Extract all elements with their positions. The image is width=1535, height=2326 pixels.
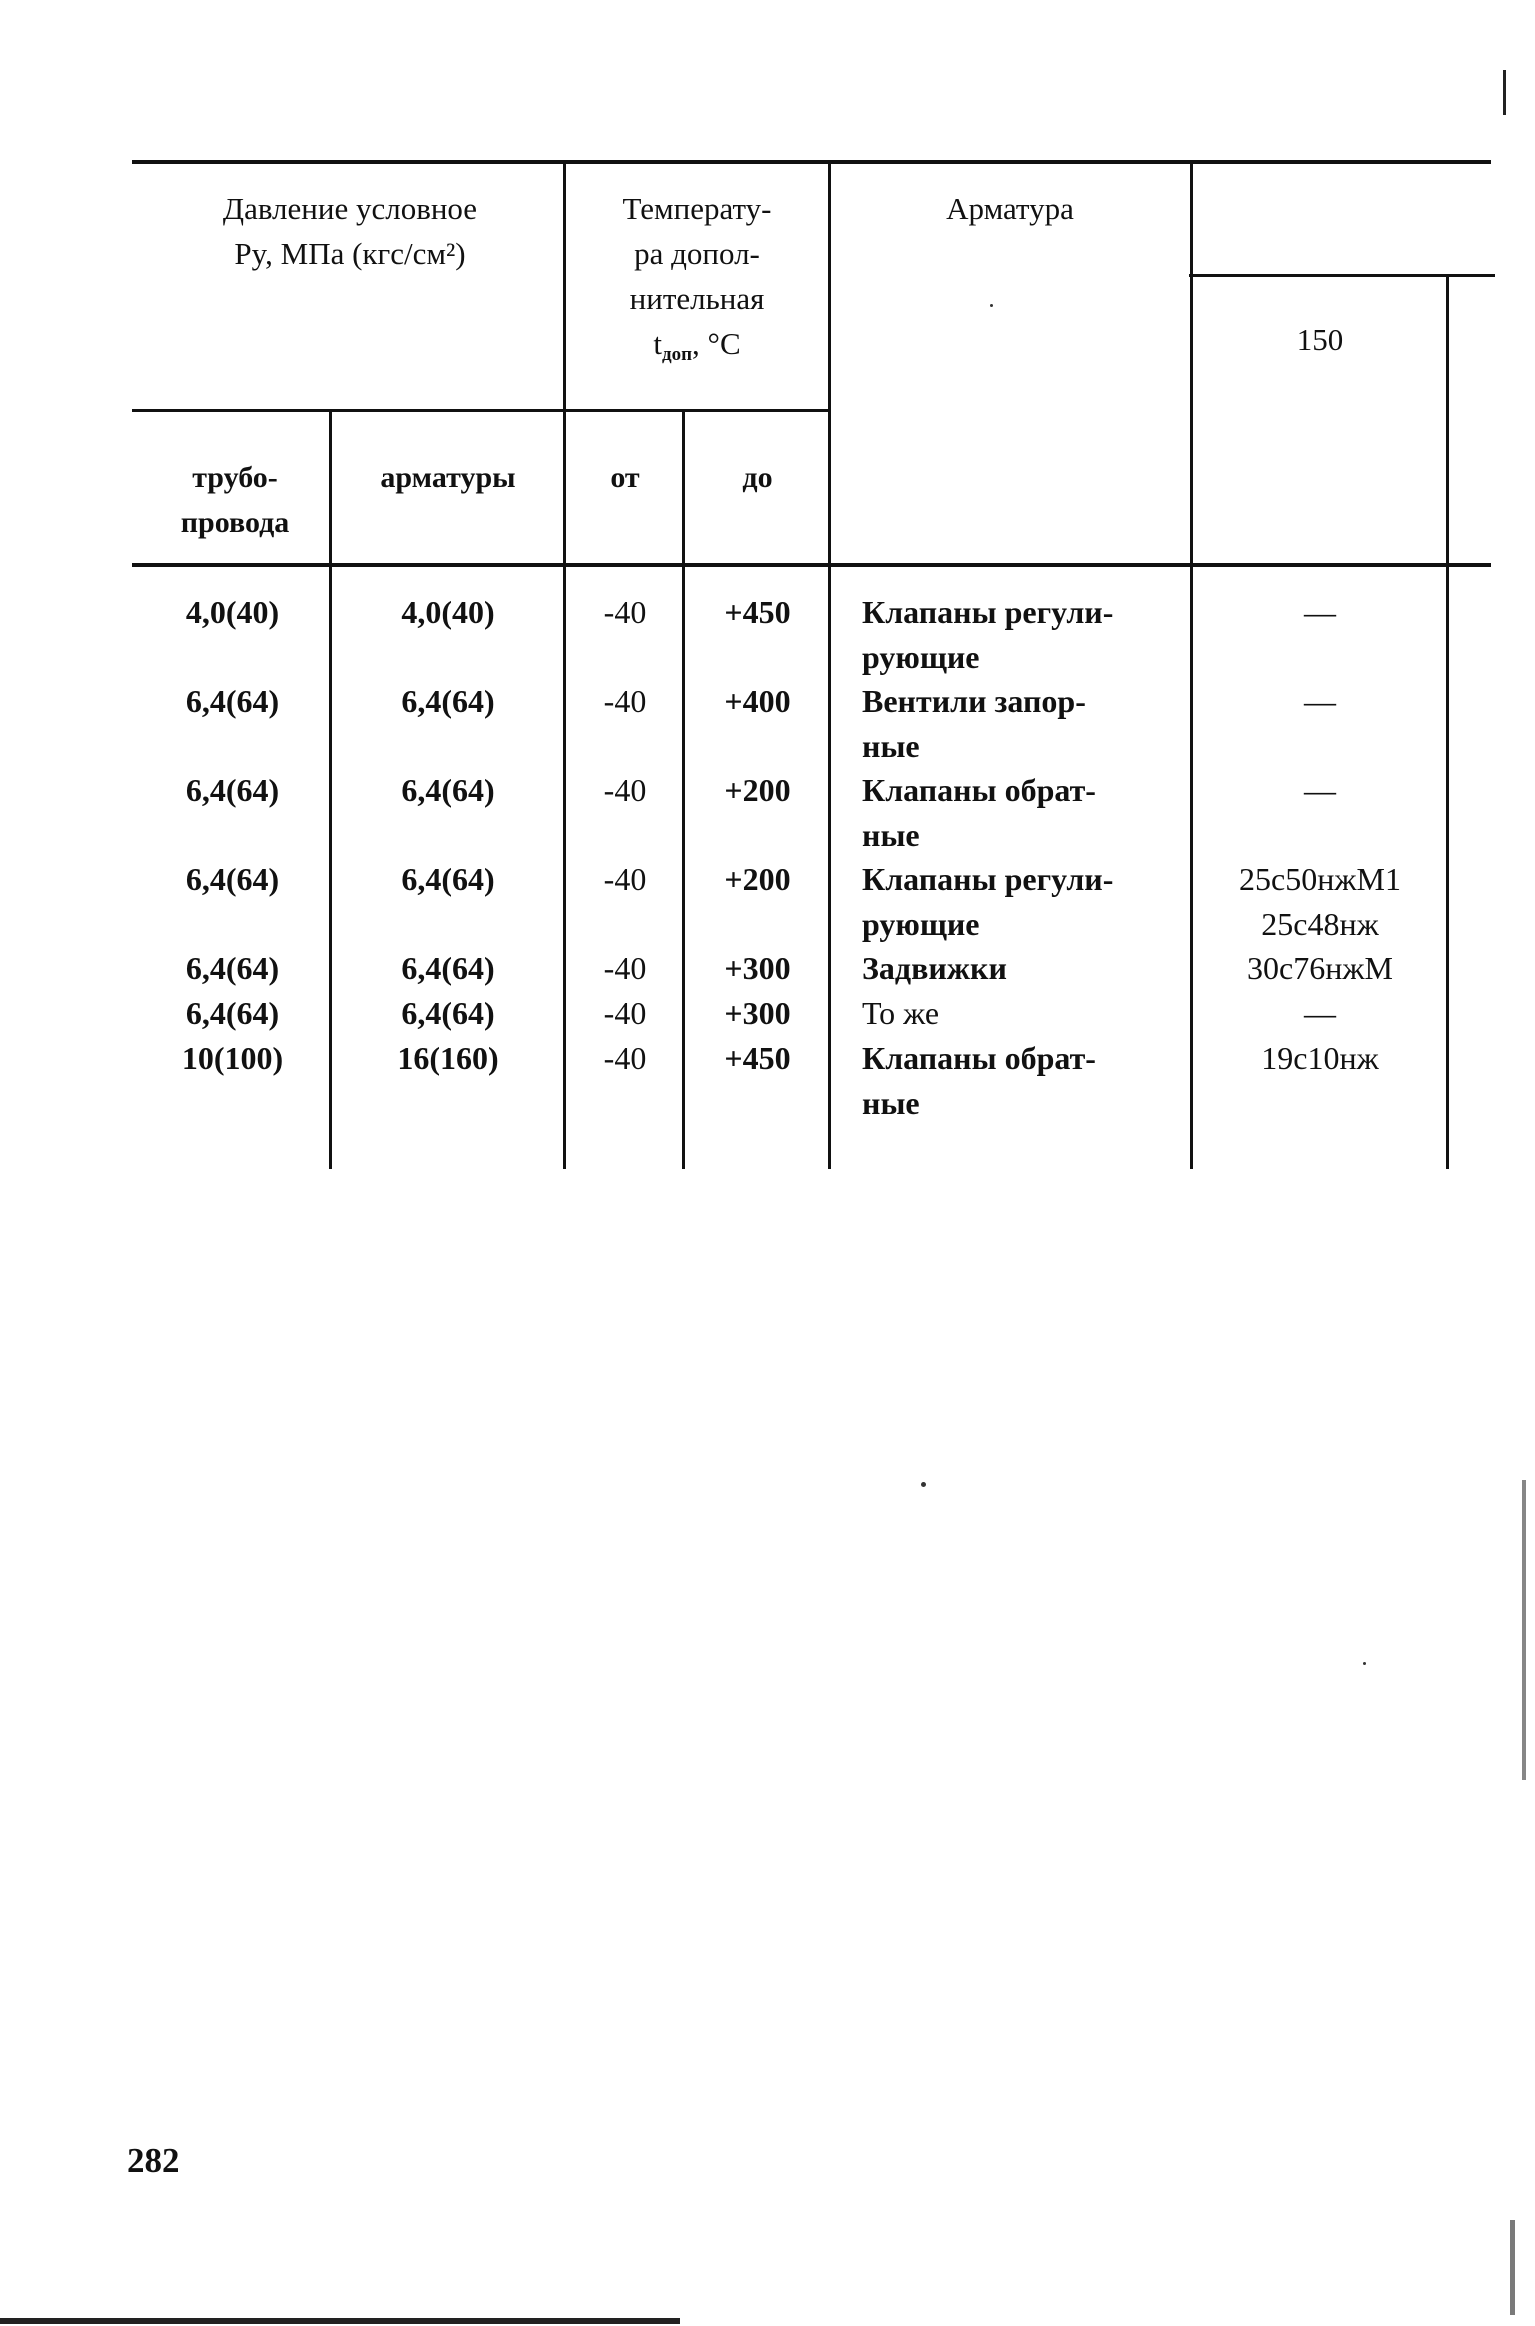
header-subrule-diameter bbox=[1189, 274, 1495, 277]
scan-speck bbox=[1363, 1662, 1366, 1665]
cell-d150: 25с50нжМ1 25с48нж bbox=[1239, 861, 1401, 942]
cell-pipeline: 6,4(64) bbox=[185, 861, 280, 897]
scan-speck bbox=[990, 304, 993, 307]
cell-d150: 19с10нж bbox=[1261, 1040, 1379, 1076]
cell-temp-to: +200 bbox=[724, 861, 791, 897]
temperature-symbol: t bbox=[653, 326, 662, 361]
cell-fittings-pressure: 4,0(40) bbox=[401, 594, 495, 630]
header-temp-from: от bbox=[610, 461, 640, 494]
cell-fittings: Задвижки bbox=[862, 950, 1007, 986]
cell-fittings-pressure: 16(160) bbox=[397, 1040, 499, 1076]
cell-d150: — bbox=[1304, 995, 1336, 1031]
header-fittings-pressure: арматуры bbox=[380, 461, 516, 494]
cell-temp-to: +300 bbox=[724, 950, 791, 986]
cell-temp-from: -40 bbox=[603, 995, 647, 1031]
cell-temp-from: -40 bbox=[603, 772, 647, 808]
cell-d150: — bbox=[1304, 772, 1336, 808]
header-pipeline: трубо- провода bbox=[180, 461, 290, 539]
cell-fittings-pressure: 6,4(64) bbox=[401, 861, 495, 897]
cell-fittings: То же bbox=[862, 995, 940, 1031]
cell-temp-to: +450 bbox=[724, 594, 791, 630]
cell-fittings: Клапаны регули- рующие bbox=[862, 861, 1114, 942]
right-scan-edge-upper bbox=[1503, 70, 1506, 115]
cell-pipeline: 6,4(64) bbox=[185, 950, 280, 986]
cell-temp-from: -40 bbox=[603, 950, 647, 986]
cell-temp-from: -40 bbox=[603, 594, 647, 630]
header-pressure-group: Давление условное Py, МПа (кгс/см²) bbox=[222, 191, 478, 271]
cell-fittings-pressure: 6,4(64) bbox=[401, 772, 495, 808]
right-scan-edge-middle bbox=[1522, 1480, 1526, 1780]
temperature-subscript: доп bbox=[661, 344, 693, 365]
column-divider-right bbox=[1446, 274, 1449, 1169]
cell-pipeline: 6,4(64) bbox=[185, 683, 280, 719]
header-fittings: Арматура bbox=[946, 191, 1074, 226]
header-diameter-150: 150 bbox=[1296, 322, 1344, 357]
column-divider-temperature bbox=[563, 160, 566, 1169]
cell-fittings-pressure: 6,4(64) bbox=[401, 950, 495, 986]
header-subrule-pressure-temp bbox=[132, 409, 829, 412]
cell-pipeline: 10(100) bbox=[181, 1040, 284, 1076]
header-temp-to: до bbox=[742, 461, 773, 494]
column-divider-diameter bbox=[1190, 160, 1193, 1169]
cell-temp-from: -40 bbox=[603, 861, 647, 897]
cell-fittings: Вентили запор- ные bbox=[862, 683, 1086, 764]
right-scan-edge-lower bbox=[1510, 2220, 1515, 2315]
header-temperature-symbol bbox=[567, 321, 827, 377]
cell-d150: — bbox=[1304, 683, 1336, 719]
table-top-rule bbox=[132, 160, 1491, 164]
cell-fittings: Клапаны регули- рующие bbox=[862, 594, 1114, 675]
temperature-unit: , °С bbox=[692, 326, 741, 361]
cell-temp-from: -40 bbox=[603, 683, 647, 719]
cell-temp-to: +200 bbox=[724, 772, 791, 808]
cell-d150: — bbox=[1304, 594, 1336, 630]
scan-speck bbox=[921, 1482, 926, 1487]
cell-pipeline: 4,0(40) bbox=[185, 594, 280, 630]
cell-d150: 30с76нжМ bbox=[1247, 950, 1393, 986]
header-bottom-rule bbox=[132, 563, 1491, 567]
cell-temp-to: +300 bbox=[724, 995, 791, 1031]
bottom-scan-edge bbox=[0, 2318, 680, 2324]
header-temperature-title: Температу- ра допол- нительная bbox=[622, 191, 772, 316]
cell-pipeline: 6,4(64) bbox=[185, 772, 280, 808]
cell-temp-to: +400 bbox=[724, 683, 791, 719]
cell-fittings: Клапаны обрат- ные bbox=[862, 772, 1096, 853]
cell-pipeline: 6,4(64) bbox=[185, 995, 280, 1031]
cell-fittings-pressure: 6,4(64) bbox=[401, 683, 495, 719]
cell-fittings-pressure: 6,4(64) bbox=[401, 995, 495, 1031]
cell-temp-to: +450 bbox=[724, 1040, 791, 1076]
page-number: 282 bbox=[127, 2141, 180, 2180]
cell-fittings: Клапаны обрат- ные bbox=[862, 1040, 1096, 1121]
cell-temp-from: -40 bbox=[603, 1040, 647, 1076]
